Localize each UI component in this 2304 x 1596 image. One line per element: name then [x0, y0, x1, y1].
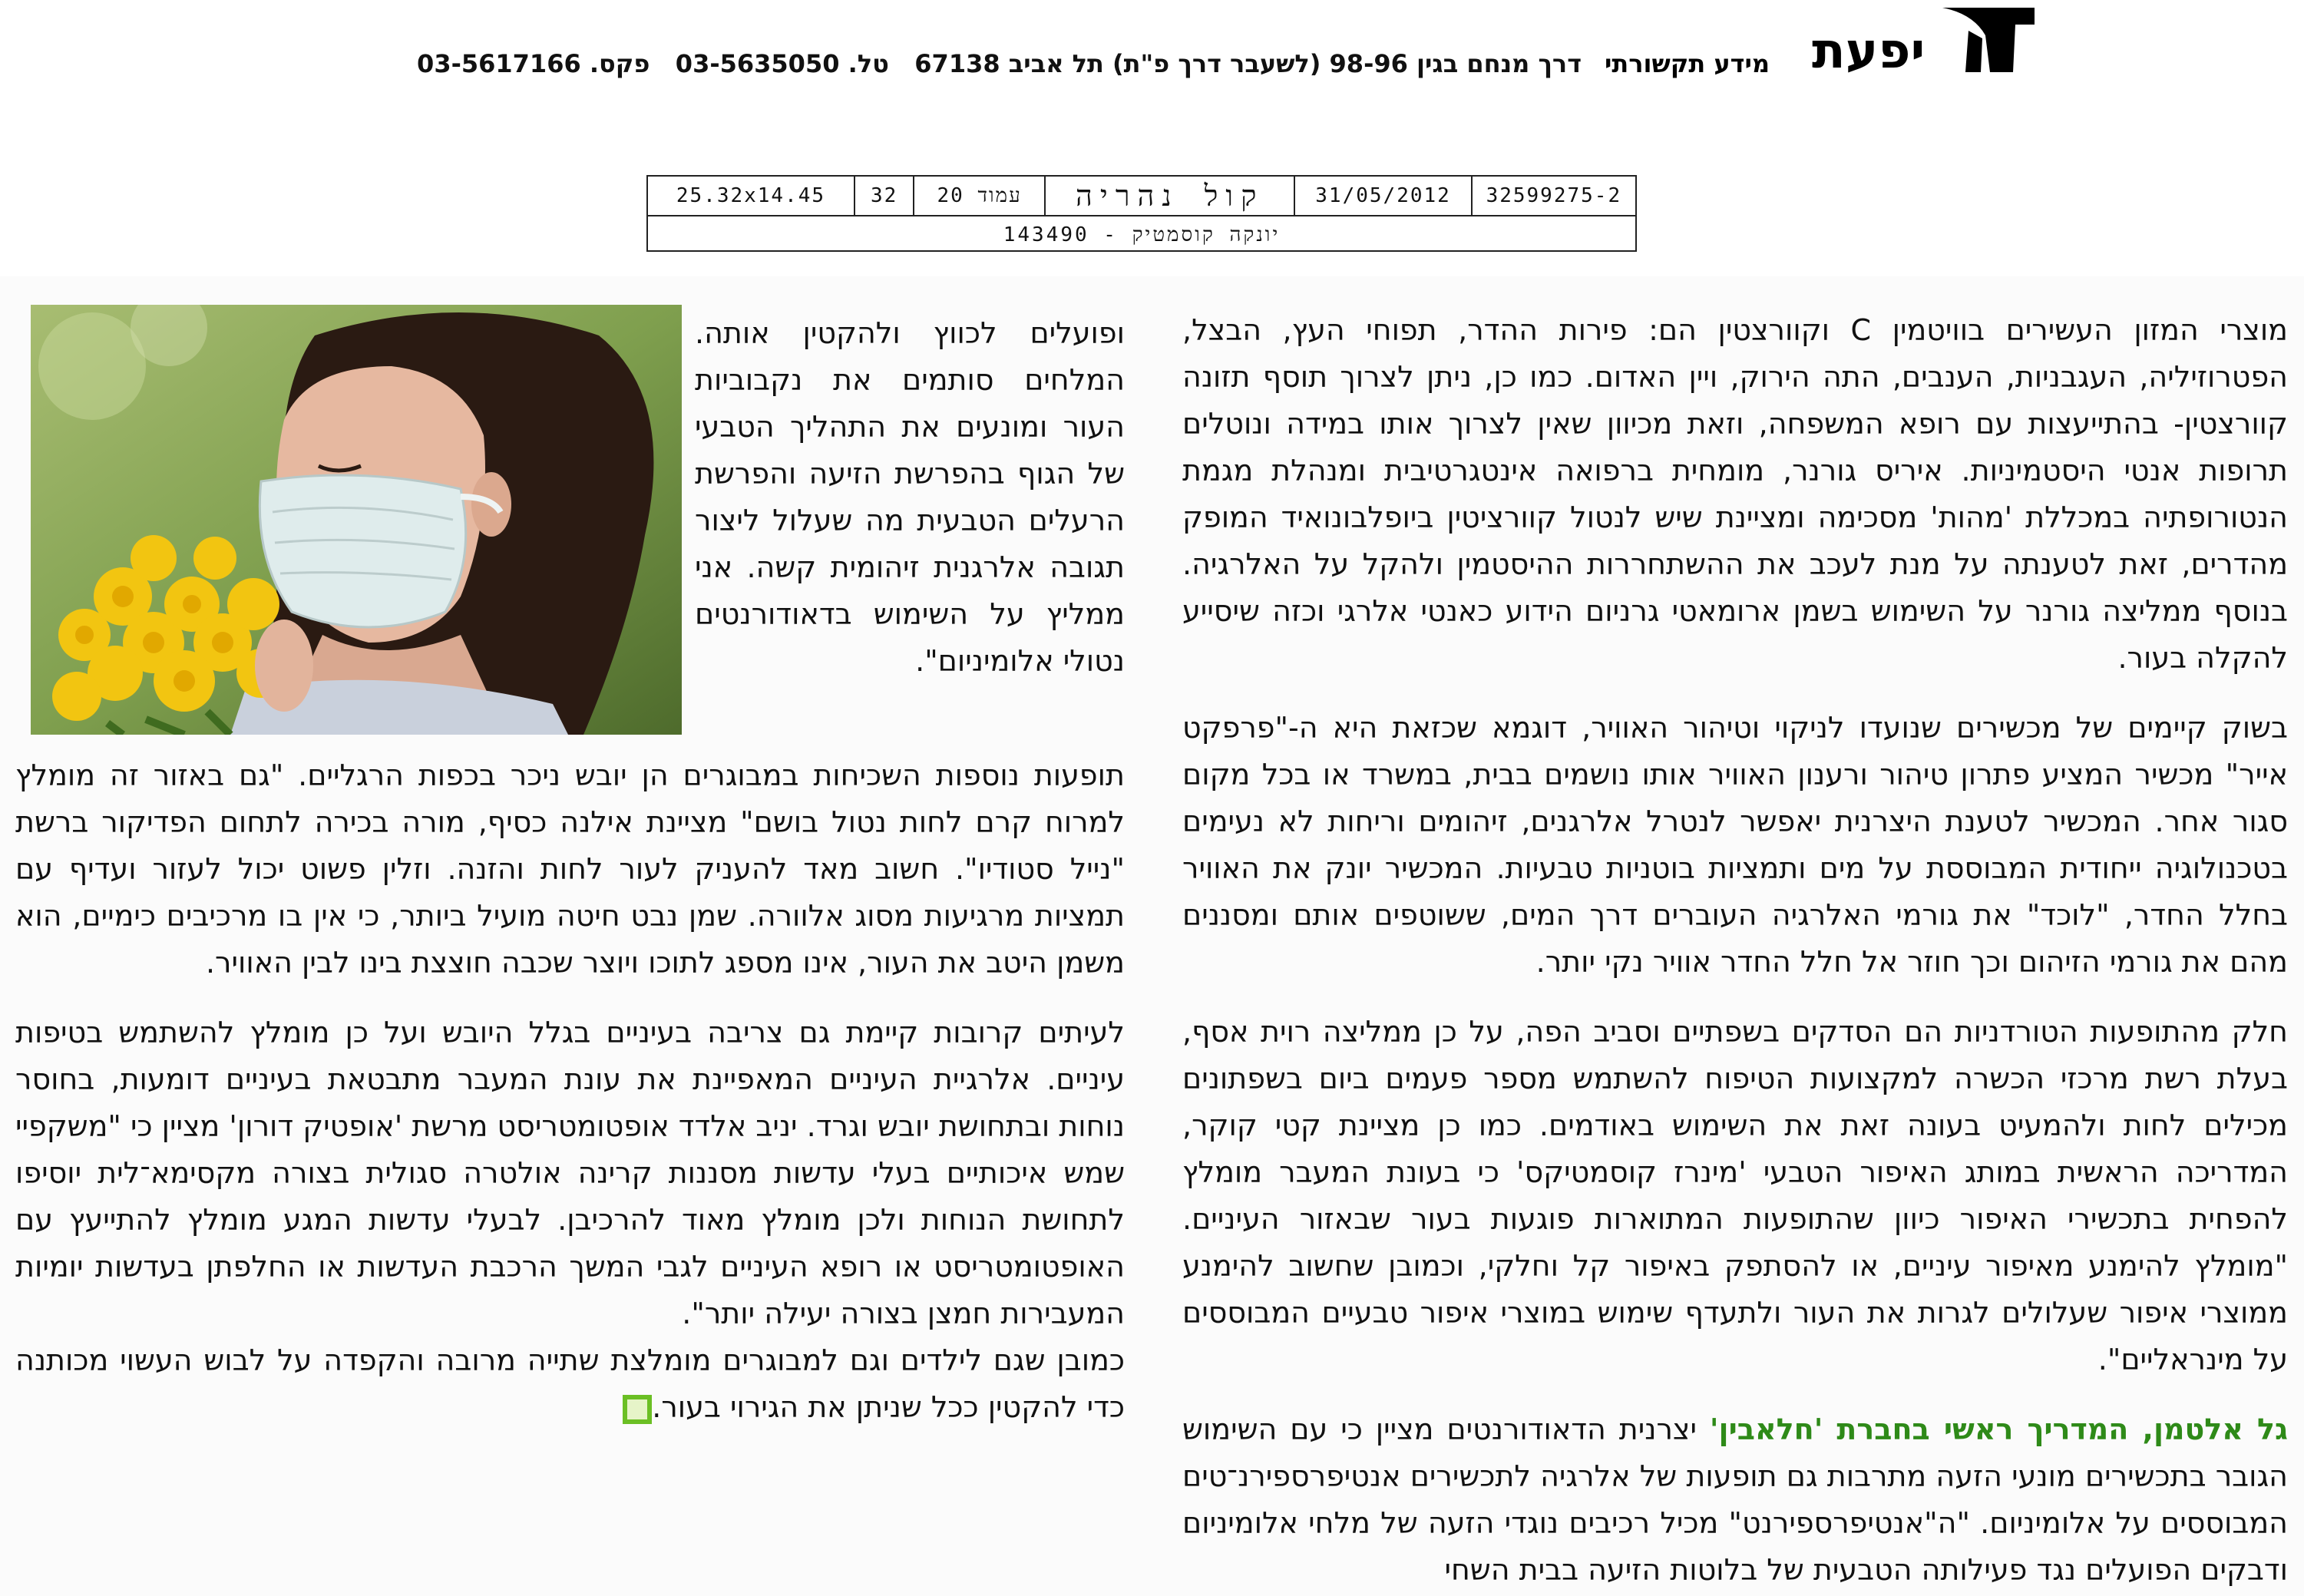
clipping-page: עמוד 20: [913, 177, 1044, 215]
article-paragraph: מוצרי המזון העשירים בוויטמין C וקוורצטין הם: פירות ההדר, תפוחי העץ, הבצל, הפטרוזיליה, העגבניות, הענבים, התה הירוק, ויין האדום. כמו כן, ניתן לצרוך תוסף תזונה קוורצטין- בהתייעצות עם רופא המשפחה, וזאת מכיוון שאין לצרוך אותו במידה ונוטלים תרופות אנטי היסטמיניות. איריס גורנר, מומחית ברפואה אינטגרטיבית ומנהלת מגמת הנטורופתיה במכללת 'מהות' מסכימה ומציינת שיש לנטול קוורציטין ביופלבונואיד המופק מהדרים, זאת לטענתה על מנת לעכב את ההשתחררות ההיסטמין ולהקל על האלרגיה. בנוסף ממליצה גורנר על השימוש בשמן ארומאטי גרניום הידוע כאנטי אלרגי וכזה שיסייע להקלה בעור.: [1182, 313, 2288, 675]
article-paragraph: [15, 1337, 1125, 1431]
article-paragraph: תופעות נוספות השכיחות במבוגרים הן יובש ניכר בכפות הרגליים. "גם באזור זה מומלץ למרוח קרם לחות נטול בושם" מציינת אילנה כסיף, מורה בכירה לתחום הפדיקור ברשת "נייל סטודיו". חשוב מאד להעניק לעור לחות והזנה. וזלין פשוט יכול לעזור ועדיף עם תמציות מרגיעות מסוג אלוורה. שמן נבט חיטה מועיל ביותר, כי אין בו מרכיבים כימיים, הוא משמן היטב את העור, אינו מספג לתוכו ויוצר שכבה חוצצת בינו לבין האוויר.: [15, 758, 1125, 980]
article-paragraph: ופועלים לכווץ ולהקטין אותה. המלחים סותמים את נקבוביות העור ומונעים את התהליך הטבעי של הגוף בהפרשת הזיעה והפרשת הרעלים הטבעית מה שעלול ליצור תגובה אלרגנית זיהומית קשה. אני ממליץ על השימוש בדאודורנטים נטולי אלומיניום".: [695, 316, 1125, 678]
address: דרך מנחם בגין 98-96 (לשעבר דרך פ"ת) תל אביב 67138: [914, 49, 1582, 78]
brand-tagline: מידע תקשורתי: [1605, 49, 1770, 78]
phone: 03-5635050: [675, 49, 840, 78]
client-name: יונקה קוסמטיק - 143490: [1003, 223, 1281, 246]
article-end-square-icon: [623, 1395, 652, 1424]
clipping-size: 25.32x14.45: [676, 184, 826, 207]
clipping-info-box: [646, 175, 1637, 252]
yifat-logo-icon: [1942, 8, 2035, 72]
contact-line: [417, 49, 1582, 78]
clipping-date: 31/05/2012: [1294, 177, 1470, 215]
paragraph-text: כמובן שגם לילדים וגם למבוגרים מומלצת שתייה מרובה והקפדה על לבוש העשוי מכותנה כדי להקטין ככל שניתן את הגירוי בעור.: [15, 1343, 1125, 1424]
quoted-person-name: גל אלטמן, המדריך ראשי בחברת 'חלאבין': [1709, 1413, 2289, 1446]
brand-name: יפעת: [1812, 23, 1926, 80]
article-paragraph: בשוק קיימים של מכשירים שנועדו לניקוי וטיהור האוויר, דוגמא שכזאת היא ה-"פרפקט אייר" מכשיר המציע פתרון טיהור ורענון האוויר אותו נושמים בבית, במשרד או בכל מקום סגור אחר. המכשיר לטענת היצרנית יאפשר לנטרל אלרגנים, זיהומים וריחות לא נעימים בטכנולוגיה ייחודית המבוססת על מים ותמציות בוטניות טבעיות. המכשיר יונק את האוויר בחלל החדר, "לוכד" את גורמי האלרגיה העוברים דרך המים, ששוטפים אותם ומסננים מהם את גורמי הזיהום וכך חוזר אל חלל החדר אוויר נקי יותר.: [1182, 711, 2288, 979]
paragraph-text: יצרנית הדאודורנטים מציין כי עם השימוש הגובר בתכשירים מונעי הזעה מתרבות גם תופעות של אלרגיה לתכשירים אנטיפרספירנ־טים המבוססים על אלומיניום. "ה"אנטיפרספירנט" מכיל רכיבים נוגדי הזעה של מלחי אלומיניום ודבקים הפועלים נגד פעילותה הטבעית של בלוטות הזיעה בבית השחי: [1182, 1413, 2288, 1587]
article-left-top-column: [695, 310, 1125, 685]
woman-mask-flowers-photo: [31, 305, 682, 735]
publication-name: קול נהריה: [1044, 177, 1294, 215]
fax: 03-5617166: [417, 49, 581, 78]
article-paragraph: [1182, 1406, 2288, 1594]
article-paragraph: לעיתים קרובות קיימת גם צריבה בעיניים בגלל היובש ועל כן מומלץ להשתמש בטיפות עיניים. אלרגיית העיניים המאפיינת את עונת המעבר מתבטאת בעיניים דומעות, בחוסר נוחות ובתחושת יובש וגרד. יניב אלדד אופטומטריסט מרשת 'אופטיק דורון' מציין כי "משקפיי שמש איכותיים בעלי עדשות מסננות קרינה אולטרה סגולית בצורה מקסימא־לית יוסיפו לתחושת הנוחות ולכן מומלץ מאוד להרכיבן. לבעלי עדשות המגע מומלץ להתייעץ עם האופטומטריסט או רופא העיניים לגבי המשך הרכבת העדשות או החלפתן בעדשות יומיות המעבירות חמצן בצורה יעילה יותר".: [15, 1016, 1125, 1330]
phone-label: טל.: [848, 49, 889, 78]
clipping-id: 32599275-2: [1471, 177, 1635, 215]
article-left-bottom-column: [15, 752, 1125, 1431]
clipping-count: 32: [854, 177, 913, 215]
fax-label: פקס.: [589, 49, 650, 78]
article-paragraph: חלק מהתופעות הטורדניות הם הסדקים בשפתיים וסביב הפה, על כן ממליצה רוית אסף, בעלת רשת מרכזי הכשרה למקצועות הטיפוח להשתמש מספר פעמים ביום בשפתונים מכילים לחות ולהמעיט בעונה זאת את השימוש באודמים. כמו כן מציינת קטי קוקר, המדריכה הראשית במותג האיפור הטבעי 'מינרז קוסמטיקס' כי בעונת המעבר מומלץ להפחית בתכשירי האיפור כיוון שהתופעות המתוארות פוגעות בעור שבאזור העיניים. "מומלץ להימנע מאיפור עיניים, או להסתפק באיפור קל וחלקי, וכמובן שחשוב להימנע ממוצרי איפור שעלולים לגרות את העור ולתעדף שימוש במוצרי איפור טבעיים המבוססים על מינראליים".: [1182, 1015, 2288, 1376]
article-right-column: [1182, 307, 2288, 1594]
